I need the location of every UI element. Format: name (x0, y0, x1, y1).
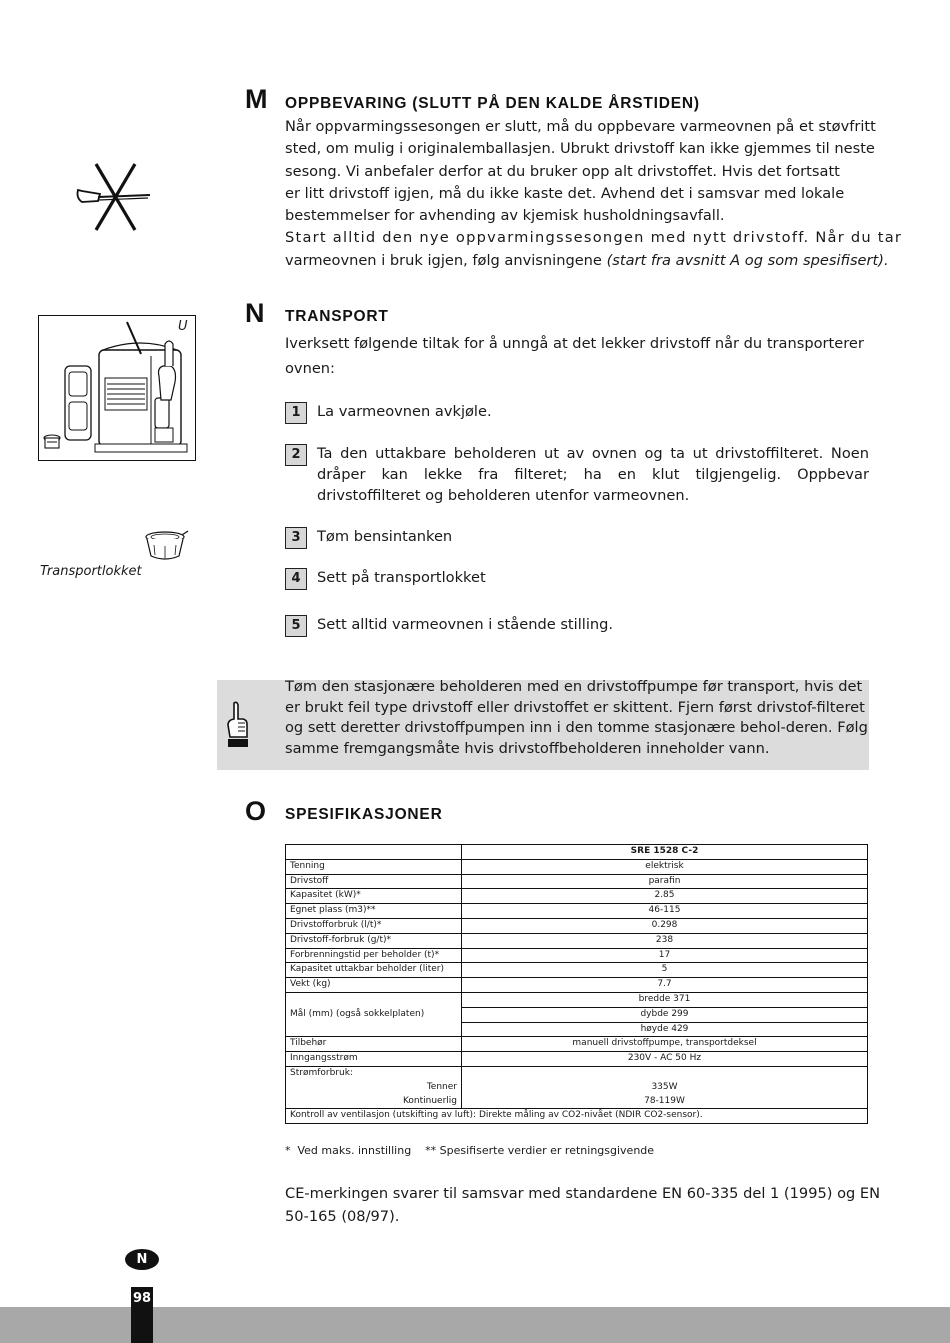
step-number: 1 (285, 402, 307, 424)
section-title-storage: OPPBEVARING (SLUTT PÅ DEN KALDE ÅRSTIDEN) (285, 95, 700, 112)
table-row (286, 1066, 868, 1080)
note-line: er brukt feil type drivstoff eller drivstoffet er skittent. Fjern først drivstof-filteret (285, 698, 865, 716)
spec-label: Forbrenningstid per beholder (t)* (286, 948, 462, 963)
transport-intro-line: ovnen: (285, 360, 335, 377)
step-number: 4 (285, 568, 307, 590)
pointing-hand-icon (225, 701, 251, 749)
storage-line: er litt drivstoff igjen, må du ikke kaste det. Avhend det i samsvar med lokale (285, 184, 845, 202)
step-number: 3 (285, 527, 307, 549)
step-text: Sett alltid varmeovnen i stående stilling. (317, 616, 614, 633)
table-row (286, 1037, 868, 1052)
spec-label: Inngangsstrøm (286, 1052, 462, 1067)
table-row (286, 933, 868, 948)
storage-line: sesong. Vi anbefaler derfor at du bruker opp alt drivstoffet. Hvis det fortsatt (285, 162, 840, 180)
model-header: SRE 1528 C-2 (462, 845, 868, 860)
spec-value: 5 (462, 963, 868, 978)
note-line: og sett deretter drivstoffpumpen inn i den tomme stasjonære behol-deren. Følg (285, 719, 868, 737)
storage-line: sted, om mulig i originalemballasjen. Ubrukt drivstoff kan ikke gjemmes til neste (285, 140, 875, 158)
table-row (286, 1052, 868, 1067)
spec-label: Tenner (286, 1081, 462, 1095)
section-letter-m: M (245, 84, 268, 114)
spec-value: 0.298 (462, 918, 868, 933)
spec-value: 7.7 (462, 978, 868, 993)
step-text: Sett på transportlokket (317, 569, 486, 586)
table-row (286, 1109, 868, 1124)
page-number: 98 (132, 1291, 152, 1306)
storage-line: bestemmelser for avhending av kjemisk husholdningsavfall. (285, 207, 725, 225)
table-row (286, 918, 868, 933)
warning-note-text (285, 677, 868, 759)
ce-line: CE-merkingen svarer til samsvar med standardene EN 60-335 del 1 (1995) og EN (285, 1185, 881, 1202)
transport-lid-icon (140, 528, 190, 568)
table-footnote: * Ved maks. innstilling ** Spesifiserte verdier er retningsgivende (285, 1144, 655, 1157)
storage-line-plain: varmeovnen i bruk igjen, følg anvisningene (285, 251, 607, 269)
ce-statement (285, 1182, 881, 1228)
spec-label: Vekt (kg) (286, 978, 462, 993)
spec-value: 2.85 (462, 889, 868, 904)
note-line: Tøm den stasjonære beholderen med en drivstoffpumpe før transport, hvis det (285, 678, 863, 695)
figure-label: U (178, 319, 188, 334)
transport-lid-caption: Transportlokket (40, 564, 142, 579)
spec-label: Kapasitet (kW)* (286, 889, 462, 904)
storage-paragraph (285, 116, 903, 272)
transport-intro-line: Iverksett følgende tiltak for å unngå at det lekker drivstoff når du transporterer (285, 335, 864, 352)
spec-label: Tenning (286, 859, 462, 874)
table-row (286, 859, 868, 874)
storage-line: Når oppvarmingssesongen er slutt, må du oppbevare varmeovnen på et støvfritt (285, 118, 876, 135)
spec-label: Drivstoff-forbruk (g/t)* (286, 933, 462, 948)
table-row (286, 874, 868, 889)
step-text: Ta den uttakbare beholderen ut av ovnen og ta ut drivstoffilteret. Noen dråper kan lekke fra filteret; ha en klut tilgjengelig. Oppbevar drivstoffilteret og beholderen utenfor varmeovnen. (317, 445, 869, 504)
spec-value: 335W (462, 1081, 868, 1095)
spec-label: Mål (mm) (også sokkelplaten) (286, 992, 462, 1036)
specifications-table (285, 844, 868, 1124)
spec-label: Strømforbruk: (286, 1066, 462, 1080)
table-row (286, 904, 868, 919)
spec-label: Kontinuerlig (286, 1095, 462, 1109)
language-badge: N (125, 1249, 159, 1270)
table-row (286, 978, 868, 993)
heater-transport-illustration (38, 315, 196, 461)
table-row (286, 948, 868, 963)
spec-value: dybde 299 (462, 1007, 868, 1022)
spec-value: parafin (462, 874, 868, 889)
spec-value: 238 (462, 933, 868, 948)
step-number: 2 (285, 444, 307, 466)
spec-value: elektrisk (462, 859, 868, 874)
storage-line-italic: (start fra avsnitt A og som spesifisert). (606, 251, 889, 269)
spec-label: Tilbehør (286, 1037, 462, 1052)
spec-label: Drivstoff (286, 874, 462, 889)
spec-value: manuell drivstoffpumpe, transportdeksel (462, 1037, 868, 1052)
spec-value: høyde 429 (462, 1022, 868, 1037)
table-cell (286, 845, 462, 860)
storage-line: Start alltid den nye oppvarmingssesongen med nytt drivstoff. Når du tar (285, 229, 903, 247)
section-letter-n: N (245, 298, 265, 328)
table-row (286, 1081, 868, 1095)
table-cell (462, 1066, 868, 1080)
section-title-specifications: SPESIFIKASJONER (285, 806, 443, 823)
step-text: Tøm bensintanken (317, 528, 453, 545)
no-tools-icon (72, 158, 156, 234)
table-row (286, 1095, 868, 1109)
spec-value: bredde 371 (462, 992, 868, 1007)
transport-intro (285, 331, 870, 381)
ventilation-note: Kontroll av ventilasjon (utskifting av luft): Direkte måling av CO2-nivået (NDIR CO2-sensor). (286, 1109, 868, 1124)
table-row (286, 963, 868, 978)
spec-label: Kapasitet uttakbar beholder (liter) (286, 963, 462, 978)
table-row (286, 992, 868, 1007)
storage-line-last (285, 250, 889, 272)
spec-label: Drivstofforbruk (l/t)* (286, 918, 462, 933)
step-text: La varmeovnen avkjøle. (317, 403, 492, 420)
spec-value: 17 (462, 948, 868, 963)
spec-value: 78-119W (462, 1095, 868, 1109)
spec-label: Egnet plass (m3)** (286, 904, 462, 919)
table-row (286, 889, 868, 904)
section-letter-o: O (245, 796, 267, 826)
note-line: samme fremgangsmåte hvis drivstoffbeholderen inneholder vann. (285, 739, 770, 757)
table-header-row (286, 845, 868, 860)
spec-value: 230V - AC 50 Hz (462, 1052, 868, 1067)
spec-value: 46-115 (462, 904, 868, 919)
section-title-transport: TRANSPORT (285, 308, 389, 325)
ce-line: 50-165 (08/97). (285, 1208, 400, 1225)
step-number: 5 (285, 615, 307, 637)
